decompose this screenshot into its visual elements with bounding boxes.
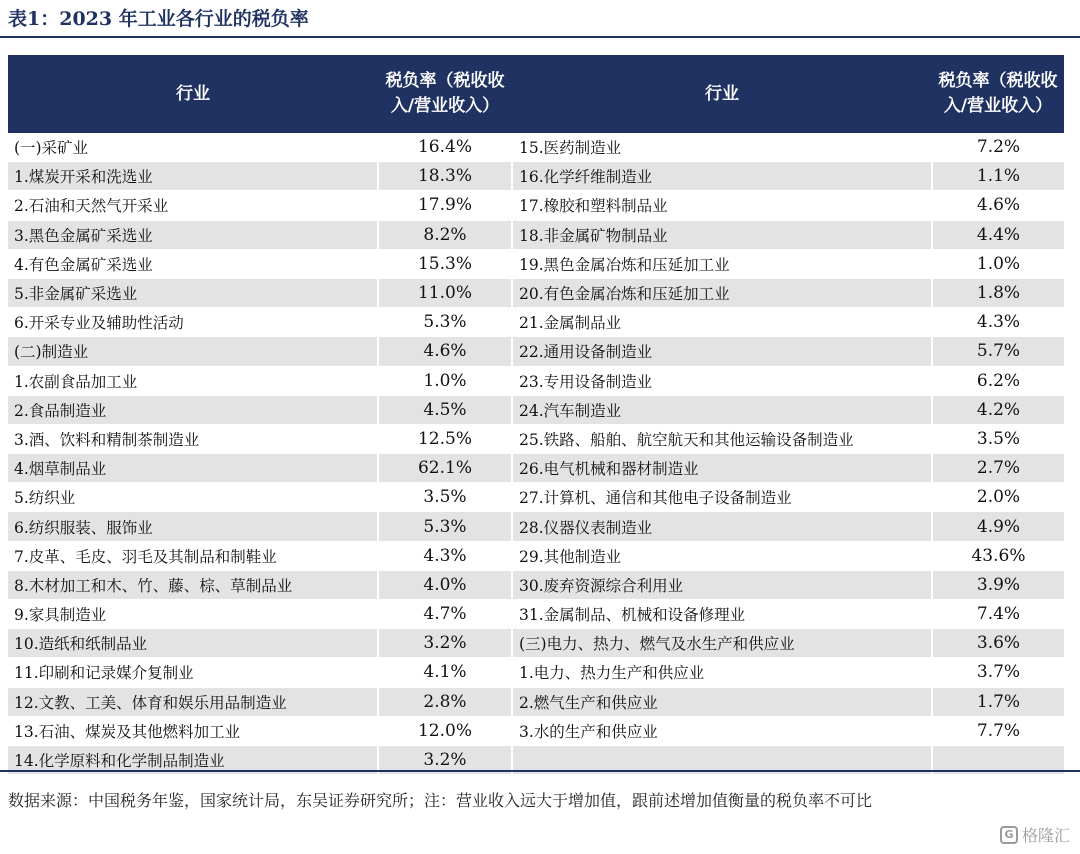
source-note: 数据来源：中国税务年鉴，国家统计局，东吴证券研究所；注：营业收入远大于增加值，跟前述增加值衡量的税负率不可比 — [8, 791, 873, 810]
industry-name-left: 6.开采专业及辅助性活动 — [8, 308, 378, 337]
tax-rate-table — [8, 55, 1064, 775]
table-row — [8, 687, 1064, 716]
tax-rate-right: 4.2% — [932, 395, 1064, 424]
tax-rate-right: 5.7% — [932, 337, 1064, 366]
industry-name-right: 23.专用设备制造业 — [512, 366, 932, 395]
tax-rate-right: 7.7% — [932, 716, 1064, 745]
tax-rate-left: 3.5% — [378, 483, 512, 512]
industry-name-left: 1.煤炭开采和洗选业 — [8, 162, 378, 191]
tax-rate-left: 1.0% — [378, 366, 512, 395]
table-row — [8, 570, 1064, 599]
header-industry-right: 行业 — [512, 55, 932, 133]
industry-name-right: 25.铁路、船舶、航空航天和其他运输设备制造业 — [512, 424, 932, 453]
table-row — [8, 629, 1064, 658]
table-row — [8, 512, 1064, 541]
tax-rate-left: 62.1% — [378, 454, 512, 483]
industry-name-left: 6.纺织服装、服饰业 — [8, 512, 378, 541]
industry-name-right: 27.计算机、通信和其他电子设备制造业 — [512, 483, 932, 512]
industry-name-right: 29.其他制造业 — [512, 541, 932, 570]
tax-rate-left: 4.3% — [378, 541, 512, 570]
tax-rate-left: 3.2% — [378, 745, 512, 774]
tax-rate-right: 4.4% — [932, 220, 1064, 249]
industry-name-right: 18.非金属矿物制品业 — [512, 220, 932, 249]
table-row — [8, 454, 1064, 483]
industry-name-left: 2.石油和天然气开采业 — [8, 191, 378, 220]
industry-name-right: 16.化学纤维制造业 — [512, 162, 932, 191]
tax-rate-left: 5.3% — [378, 512, 512, 541]
tax-rate-left: 4.1% — [378, 658, 512, 687]
industry-name-left: 9.家具制造业 — [8, 600, 378, 629]
tax-rate-left: 4.5% — [378, 395, 512, 424]
watermark-logo-icon: G — [1000, 826, 1018, 844]
header-industry-left: 行业 — [8, 55, 378, 133]
tax-rate-left: 15.3% — [378, 249, 512, 278]
tax-rate-right: 1.0% — [932, 249, 1064, 278]
industry-name-left: 12.文教、工美、体育和娱乐用品制造业 — [8, 687, 378, 716]
tax-rate-right: 3.5% — [932, 424, 1064, 453]
industry-name-left: 1.农副食品加工业 — [8, 366, 378, 395]
table-title: 表1：2023 年工业各行业的税负率 — [8, 8, 309, 30]
tax-rate-right: 4.3% — [932, 308, 1064, 337]
industry-name-right: 21.金属制品业 — [512, 308, 932, 337]
header-rate-right: 税负率（税收收入/营业收入） — [932, 55, 1064, 133]
table-row — [8, 191, 1064, 220]
tax-rate-left: 5.3% — [378, 308, 512, 337]
table-row — [8, 483, 1064, 512]
industry-name-left: 7.皮革、毛皮、羽毛及其制品和制鞋业 — [8, 541, 378, 570]
industry-name-left: 8.木材加工和木、竹、藤、棕、草制品业 — [8, 570, 378, 599]
industry-name-right: 22.通用设备制造业 — [512, 337, 932, 366]
industry-name-left: 11.印刷和记录媒介复制业 — [8, 658, 378, 687]
tax-rate-left: 2.8% — [378, 687, 512, 716]
industry-name-right: 30.废弃资源综合利用业 — [512, 570, 932, 599]
tax-rate-right: 4.9% — [932, 512, 1064, 541]
tax-rate-left: 12.0% — [378, 716, 512, 745]
industry-name-right: 20.有色金属冶炼和压延加工业 — [512, 278, 932, 307]
table-row — [8, 162, 1064, 191]
industry-name-right: (三)电力、热力、燃气及水生产和供应业 — [512, 629, 932, 658]
table-row — [8, 249, 1064, 278]
tax-rate-left: 11.0% — [378, 278, 512, 307]
industry-name-left: 3.黑色金属矿采选业 — [8, 220, 378, 249]
industry-name-right: 3.水的生产和供应业 — [512, 716, 932, 745]
industry-name-right: 19.黑色金属冶炼和压延加工业 — [512, 249, 932, 278]
title-rule — [0, 36, 1080, 38]
industry-name-left: 13.石油、煤炭及其他燃料加工业 — [8, 716, 378, 745]
industry-name-right: 1.电力、热力生产和供应业 — [512, 658, 932, 687]
industry-name-left: 14.化学原料和化学制品制造业 — [8, 745, 378, 774]
industry-name-right: 17.橡胶和塑料制品业 — [512, 191, 932, 220]
tax-rate-right: 2.0% — [932, 483, 1064, 512]
tax-rate-right: 4.6% — [932, 191, 1064, 220]
tax-rate-right: 7.2% — [932, 133, 1064, 162]
tax-rate-right: 3.7% — [932, 658, 1064, 687]
industry-name-right: 24.汽车制造业 — [512, 395, 932, 424]
table-row — [8, 220, 1064, 249]
tax-rate-right: 7.4% — [932, 600, 1064, 629]
table-row — [8, 541, 1064, 570]
industry-name-left: 10.造纸和纸制品业 — [8, 629, 378, 658]
watermark — [1000, 823, 1070, 846]
tax-rate-right: 1.1% — [932, 162, 1064, 191]
table-row — [8, 133, 1064, 162]
industry-name-right: 15.医药制造业 — [512, 133, 932, 162]
table-row — [8, 337, 1064, 366]
tax-rate-right: 2.7% — [932, 454, 1064, 483]
industry-name-left: 5.纺织业 — [8, 483, 378, 512]
industry-name-right: 31.金属制品、机械和设备修理业 — [512, 600, 932, 629]
watermark-text: 格隆汇 — [1021, 826, 1070, 845]
industry-name-left: 4.烟草制品业 — [8, 454, 378, 483]
table-row — [8, 658, 1064, 687]
tax-rate-left: 3.2% — [378, 629, 512, 658]
tax-rate-left: 16.4% — [378, 133, 512, 162]
tax-rate-right: 43.6% — [932, 541, 1064, 570]
industry-name-left: 3.酒、饮料和精制茶制造业 — [8, 424, 378, 453]
table-body — [8, 133, 1064, 775]
tax-rate-left: 8.2% — [378, 220, 512, 249]
industry-name-left: 5.非金属矿采选业 — [8, 278, 378, 307]
tax-rate-right: 1.8% — [932, 278, 1064, 307]
tax-rate-left: 18.3% — [378, 162, 512, 191]
industry-name-right: 26.电气机械和器材制造业 — [512, 454, 932, 483]
tax-rate-left: 17.9% — [378, 191, 512, 220]
industry-name-left: (一)采矿业 — [8, 133, 378, 162]
table-row — [8, 716, 1064, 745]
tax-rate-right: 3.6% — [932, 629, 1064, 658]
industry-name-left: 4.有色金属矿采选业 — [8, 249, 378, 278]
table-header-row — [8, 55, 1064, 133]
table-row — [8, 308, 1064, 337]
industry-name-left: 2.食品制造业 — [8, 395, 378, 424]
table-row — [8, 424, 1064, 453]
tax-rate-left: 4.7% — [378, 600, 512, 629]
table-row — [8, 278, 1064, 307]
bottom-rule — [0, 770, 1080, 772]
table-row — [8, 395, 1064, 424]
tax-rate-right: 1.7% — [932, 687, 1064, 716]
table-row — [8, 366, 1064, 395]
header-rate-left: 税负率（税收收入/营业收入） — [378, 55, 512, 133]
tax-rate-left: 4.0% — [378, 570, 512, 599]
industry-name-right: 2.燃气生产和供应业 — [512, 687, 932, 716]
table-row — [8, 600, 1064, 629]
industry-name-left: (二)制造业 — [8, 337, 378, 366]
industry-name-right: 28.仪器仪表制造业 — [512, 512, 932, 541]
tax-rate-left: 12.5% — [378, 424, 512, 453]
tax-rate-left: 4.6% — [378, 337, 512, 366]
tax-rate-right: 6.2% — [932, 366, 1064, 395]
tax-rate-right: 3.9% — [932, 570, 1064, 599]
